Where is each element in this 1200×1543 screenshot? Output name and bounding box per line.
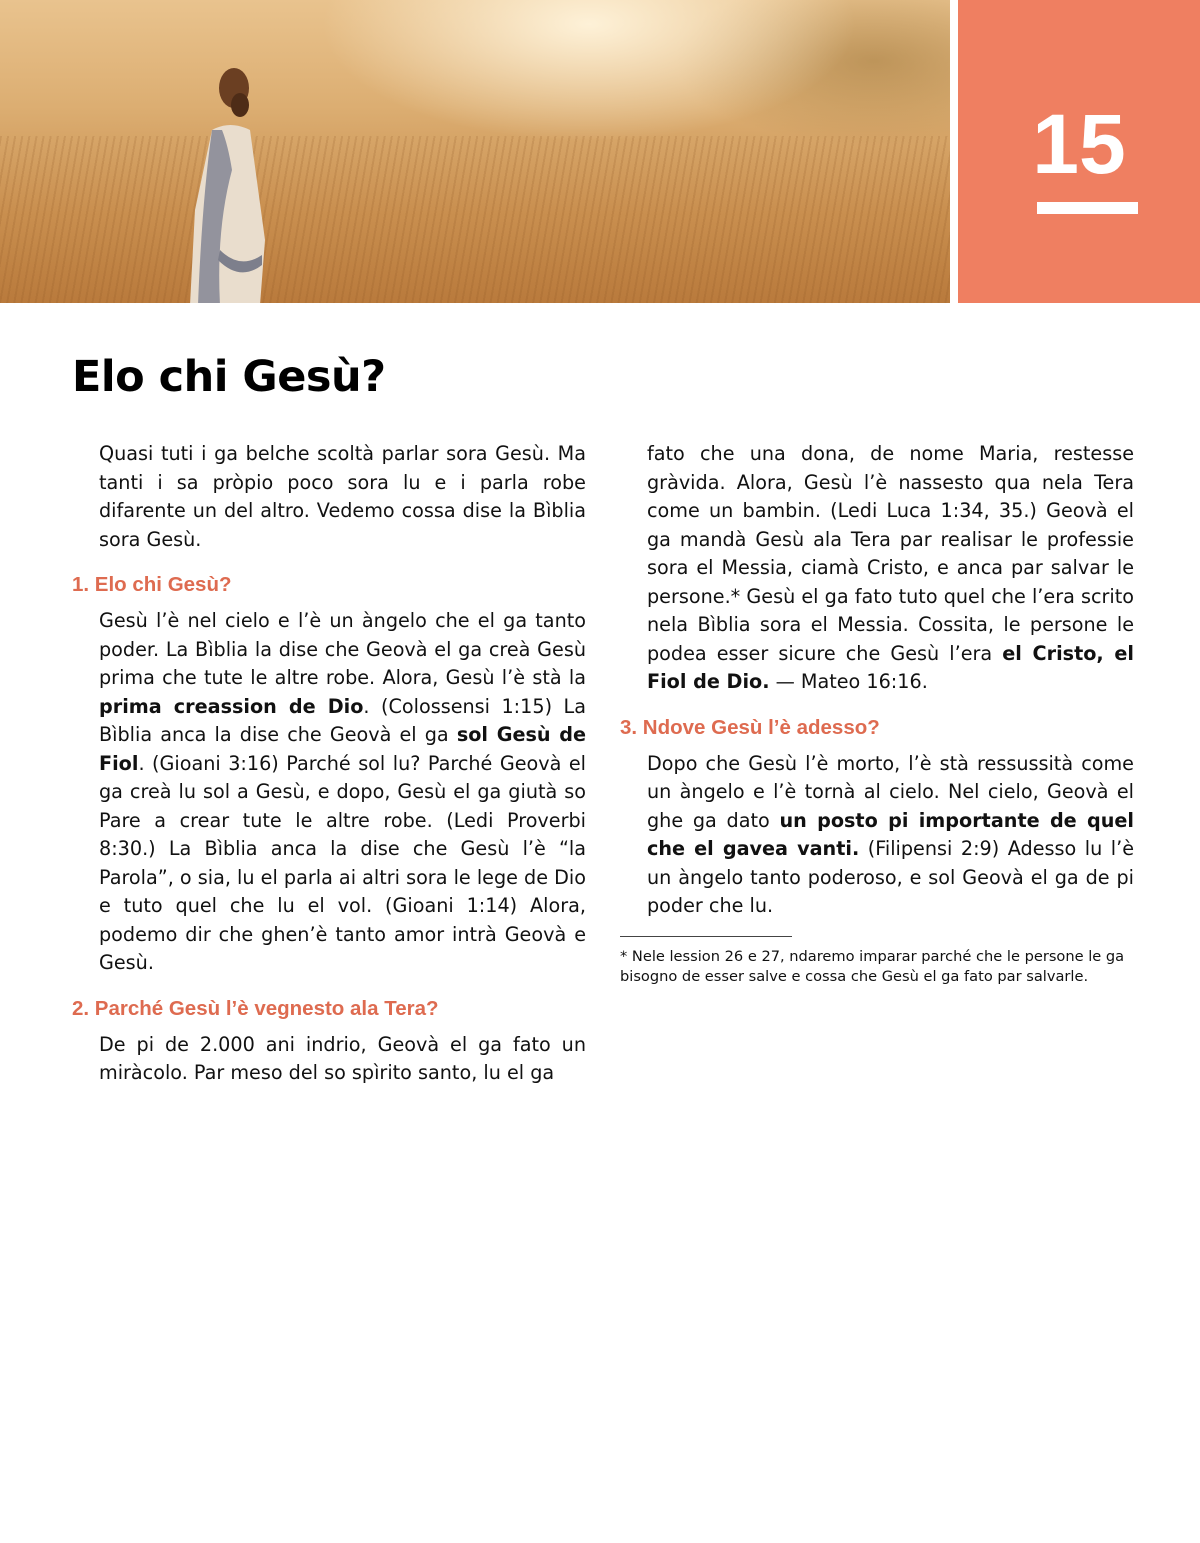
- lesson-number-badge: [958, 0, 1200, 303]
- text-run: Gesù l’è nel cielo e l’è un àngelo che el ga tanto poder. La Bìblia la dise che Geovà el ga creà Gesù prima che tute le altre robe. Alora, Gesù l’è stà la: [99, 609, 586, 689]
- column-right: [620, 440, 1134, 988]
- column-left: [72, 440, 586, 1088]
- lesson-number: 15: [1032, 97, 1126, 191]
- footnote: * Nele lession 26 e 27, ndaremo imparar parché che le persone le ga bisogno de esser salve e cossa che Gesù el ga fato par salvarle.: [620, 947, 1125, 985]
- jesus-figure: [150, 60, 290, 303]
- section-2-paragraph-start: De pi de 2.000 ani indrio, Geovà el ga fato un miràcolo. Par meso del so spìrito santo, lu el ga: [99, 1032, 586, 1084]
- footnote-divider: [620, 936, 792, 937]
- section-3-heading: 3. Ndove Gesù l’è adesso?: [620, 715, 880, 739]
- text-run: . (Colossensi 1:15) La Bìblia anca la dise che Geovà el ga: [99, 694, 586, 746]
- text-run: (Filipensi 2:9) Adesso lu l’è un àngelo tanto poderoso, e sol Geovà el ga de pi poder che lu.: [647, 837, 1134, 917]
- section-3-paragraph: [647, 750, 1134, 921]
- page-title: Elo chi Gesù?: [72, 352, 386, 402]
- section-2-paragraph-continued: [647, 440, 1134, 697]
- text-run: . (Gioani 3:16) Parché sol lu? Parché Geovà el ga creà lu sol a Gesù, e dopo, Gesù el ga giutà so Pare a crear tute le altre robe. (Ledi Proverbi 8:30.) La Bìblia anca la dise che Gesù l’è “la Parola”, o sia, lu el parla ai altri sora le lege de Dio e tuto quel che lu el vol. (Gioani 1:14) Alora, podemo dir che ghen’è tanto amor intrà Geovà e Gesù.: [99, 751, 586, 974]
- section-1-paragraph: [99, 607, 586, 978]
- text-run: — Mateo 16:16.: [769, 670, 928, 693]
- bold-text: un posto pi importante de quel che el gavea vanti.: [647, 808, 1134, 860]
- intro-paragraph: Quasi tuti i ga belche scoltà parlar sora Gesù. Ma tanti i sa pròpio poco sora lu e i parla robe difarente un del altro. Vedemo cossa dise la Bìblia sora Gesù.: [99, 442, 586, 551]
- text-run: fato che una dona, de nome Maria, restesse gràvida. Alora, Gesù l’è nassesto qua nela Tera come un bambin. (Ledi Luca 1:34, 35.) Geovà el ga mandà Gesù ala Tera par realisar le professie sora el Messia, ciamà Cristo, e anca par salvar le persone.* Gesù el ga fato tuto quel che l’era scrito nela Bìblia sora el Messia. Cossita, le persone le podea esser sicure che Gesù l’era: [647, 442, 1134, 665]
- bold-text: prima creassion de Dio: [99, 694, 364, 718]
- section-1-heading: 1. Elo chi Gesù?: [72, 573, 232, 596]
- lesson-number-underline: [1037, 202, 1138, 214]
- text-run: Dopo che Gesù l’è morto, l’è stà ressussità come un àngelo e l’è tornà al cielo. Nel cielo, Geovà el ghe ga dato: [647, 751, 1134, 832]
- hero-photo: [0, 0, 950, 303]
- section-2-heading: 2. Parché Gesù l’è vegnesto ala Tera?: [72, 996, 439, 1020]
- bold-text: el Cristo, el Fiol de Dio.: [647, 641, 1134, 693]
- bold-text: sol Gesù de Fiol: [99, 723, 586, 775]
- grass-field: [0, 136, 950, 303]
